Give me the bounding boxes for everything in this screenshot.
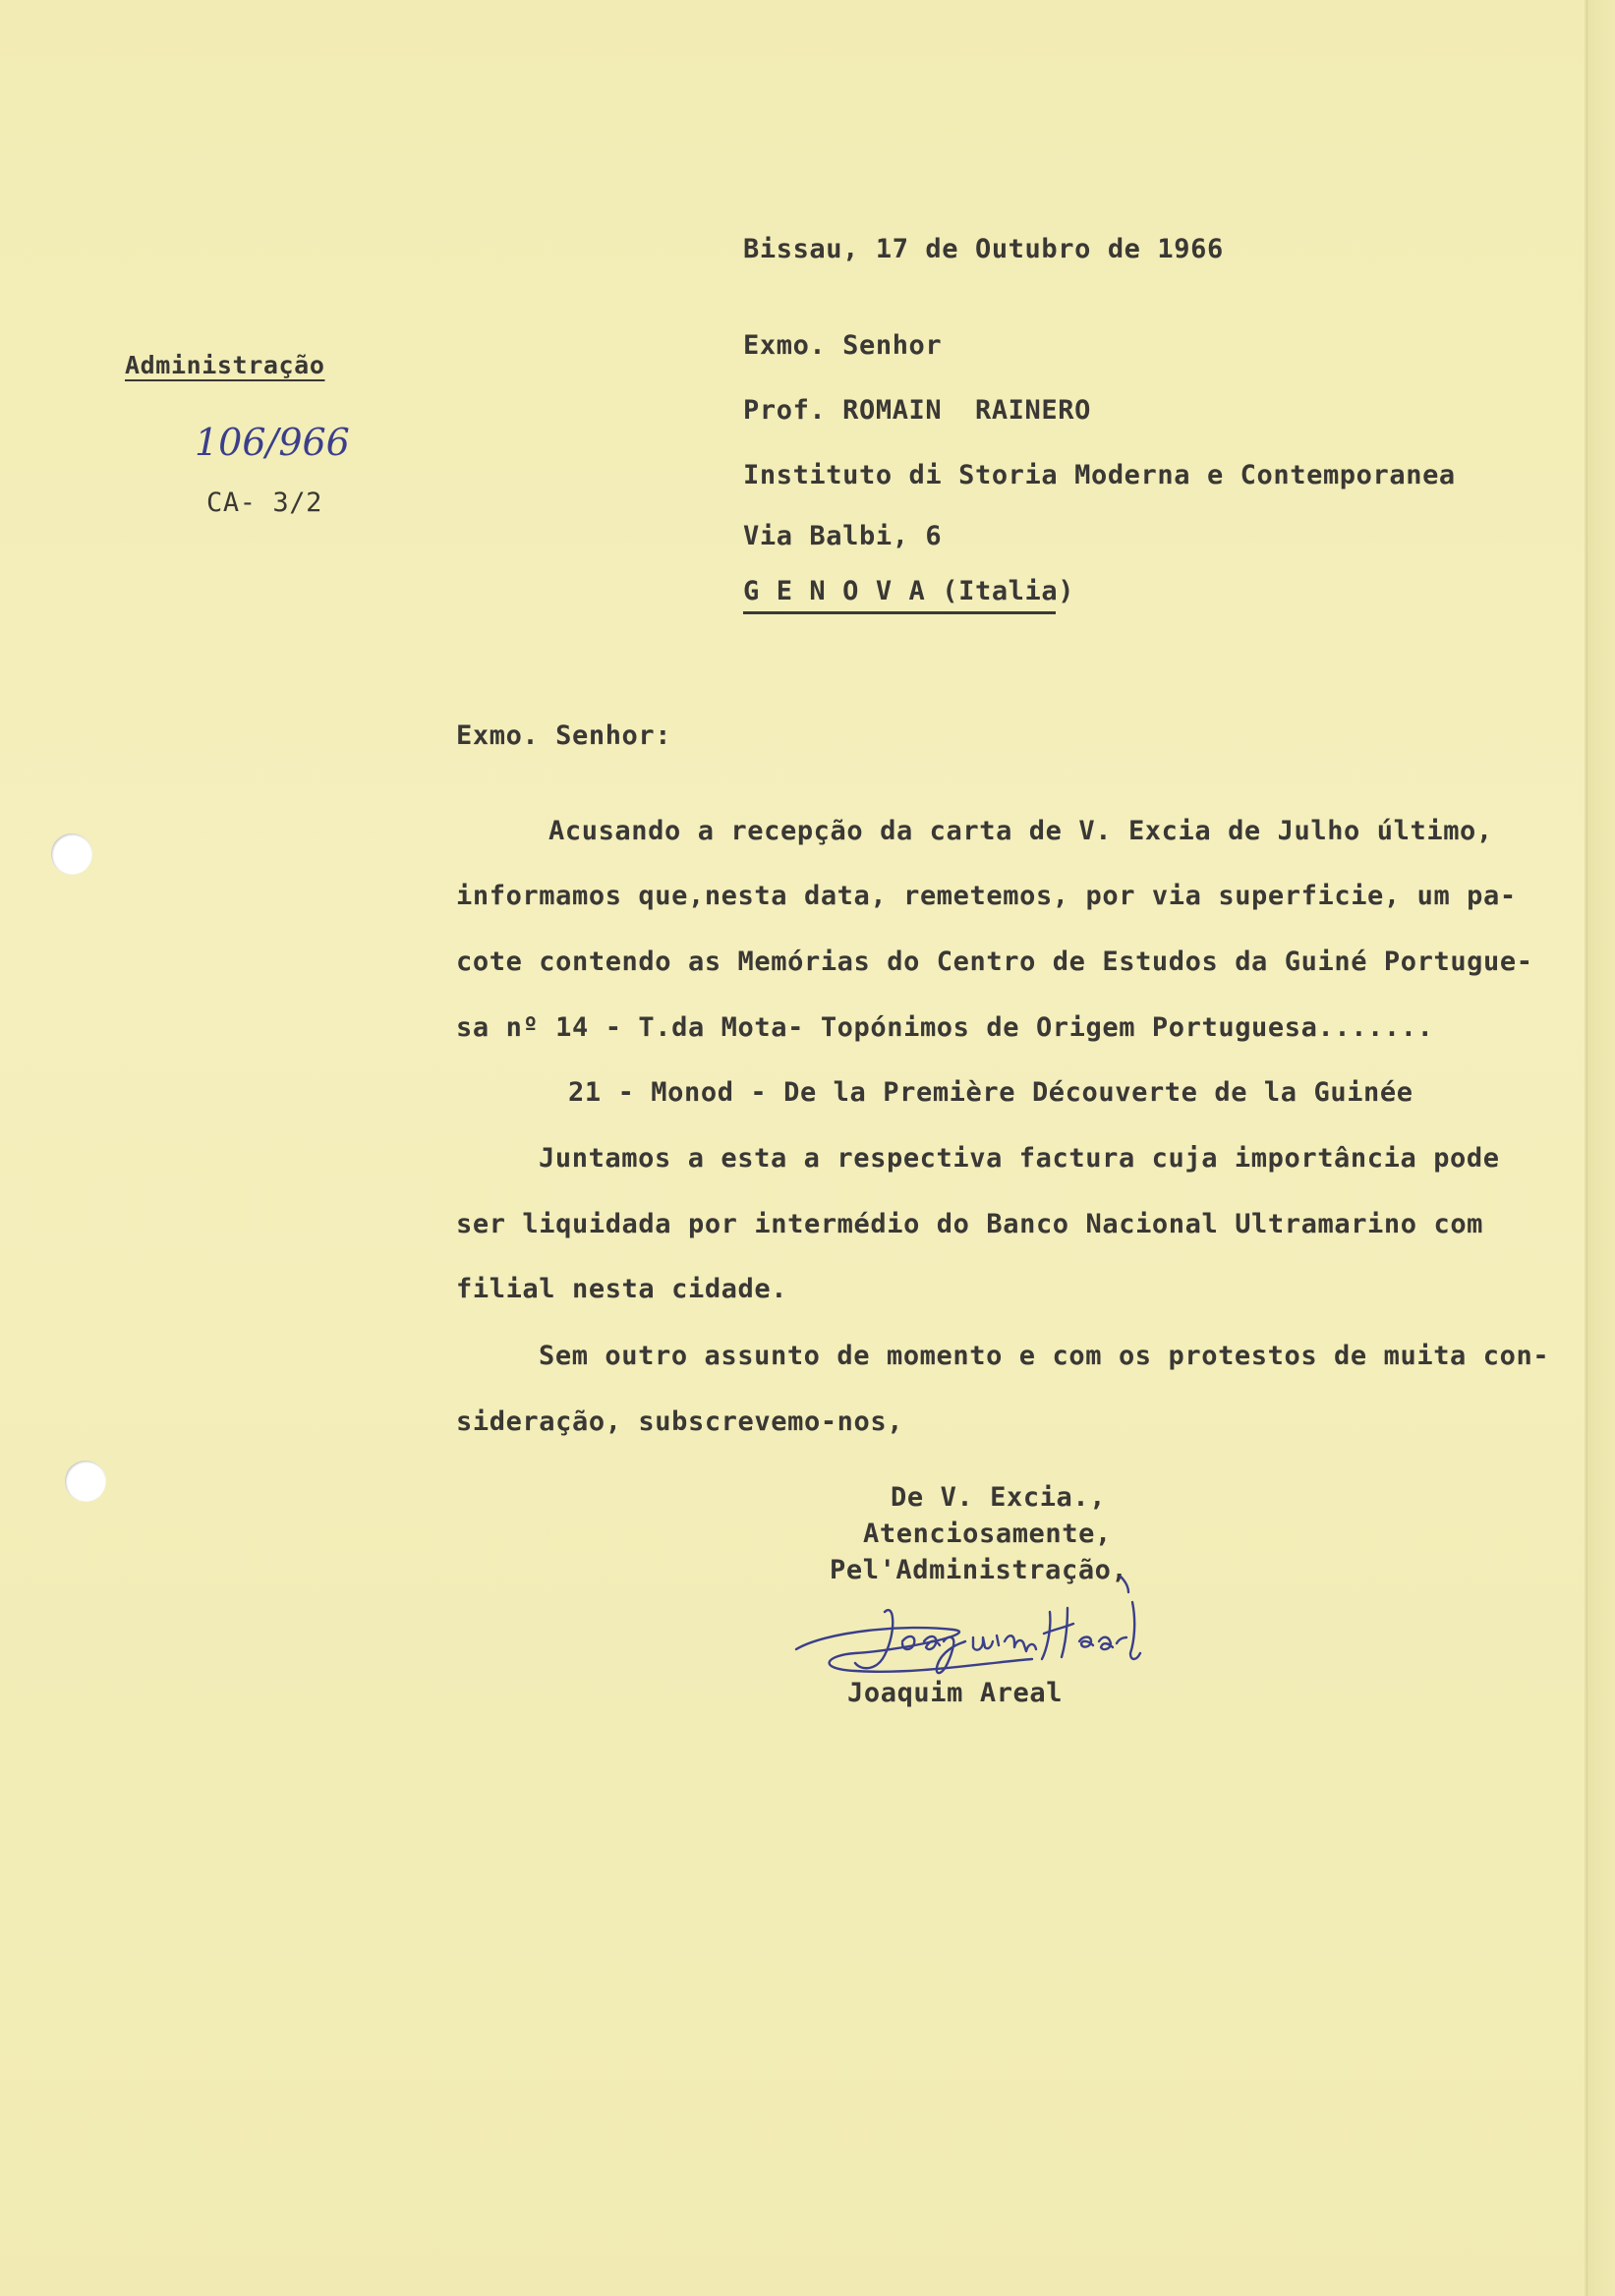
recipient-name: Prof. ROMAIN RAINERO bbox=[743, 395, 1091, 426]
body-line: informamos que,nesta data, remetemos, por via superficie, um pa- bbox=[456, 881, 1517, 911]
body-line: Sem outro assunto de momento e com os protestos de muita con- bbox=[539, 1341, 1550, 1371]
closing-line: De V. Excia., bbox=[891, 1482, 1107, 1513]
recipient-city-underline bbox=[743, 611, 1056, 614]
reference-number: 106/966 bbox=[195, 421, 350, 464]
body-line: sa nº 14 - T.da Mota- Topónimos de Origem Portuguesa....... bbox=[456, 1012, 1434, 1043]
paper-edge bbox=[1585, 0, 1615, 2296]
body-line: Juntamos a esta a respectiva factura cuja importância pode bbox=[539, 1143, 1500, 1174]
closing-line: Pel'Administração, bbox=[830, 1555, 1128, 1585]
body-line: cote contendo as Memórias do Centro de Estudos da Guiné Portugue- bbox=[456, 947, 1533, 977]
punch-hole-top bbox=[51, 833, 92, 875]
recipient-city: G E N O V A (Italia) bbox=[743, 576, 1075, 606]
signatory-name: Joaquim Areal bbox=[847, 1678, 1064, 1708]
recipient-institution: Instituto di Storia Moderna e Contemporanea bbox=[743, 460, 1456, 490]
reference-code: CA- 3/2 bbox=[206, 488, 322, 518]
greeting: Exmo. Senhor: bbox=[456, 720, 672, 751]
paper-fold bbox=[1586, 0, 1587, 2296]
punch-hole-bottom bbox=[65, 1461, 106, 1502]
body-line: filial nesta cidade. bbox=[456, 1274, 788, 1304]
body-line: Acusando a recepção da carta de V. Excia de Julho último, bbox=[548, 816, 1493, 846]
department-label: Administração bbox=[125, 351, 325, 379]
closing-line: Atenciosamente, bbox=[863, 1519, 1112, 1549]
recipient-street: Via Balbi, 6 bbox=[743, 521, 943, 551]
place-date: Bissau, 17 de Outubro de 1966 bbox=[743, 234, 1224, 264]
body-line: ser liquidada por intermédio do Banco Nacional Ultramarino com bbox=[456, 1209, 1484, 1239]
body-line: sideração, subscrevemo-nos, bbox=[456, 1406, 904, 1437]
recipient-salutation: Exmo. Senhor bbox=[743, 330, 943, 361]
body-line: 21 - Monod - De la Première Découverte de la Guinée bbox=[568, 1077, 1413, 1108]
